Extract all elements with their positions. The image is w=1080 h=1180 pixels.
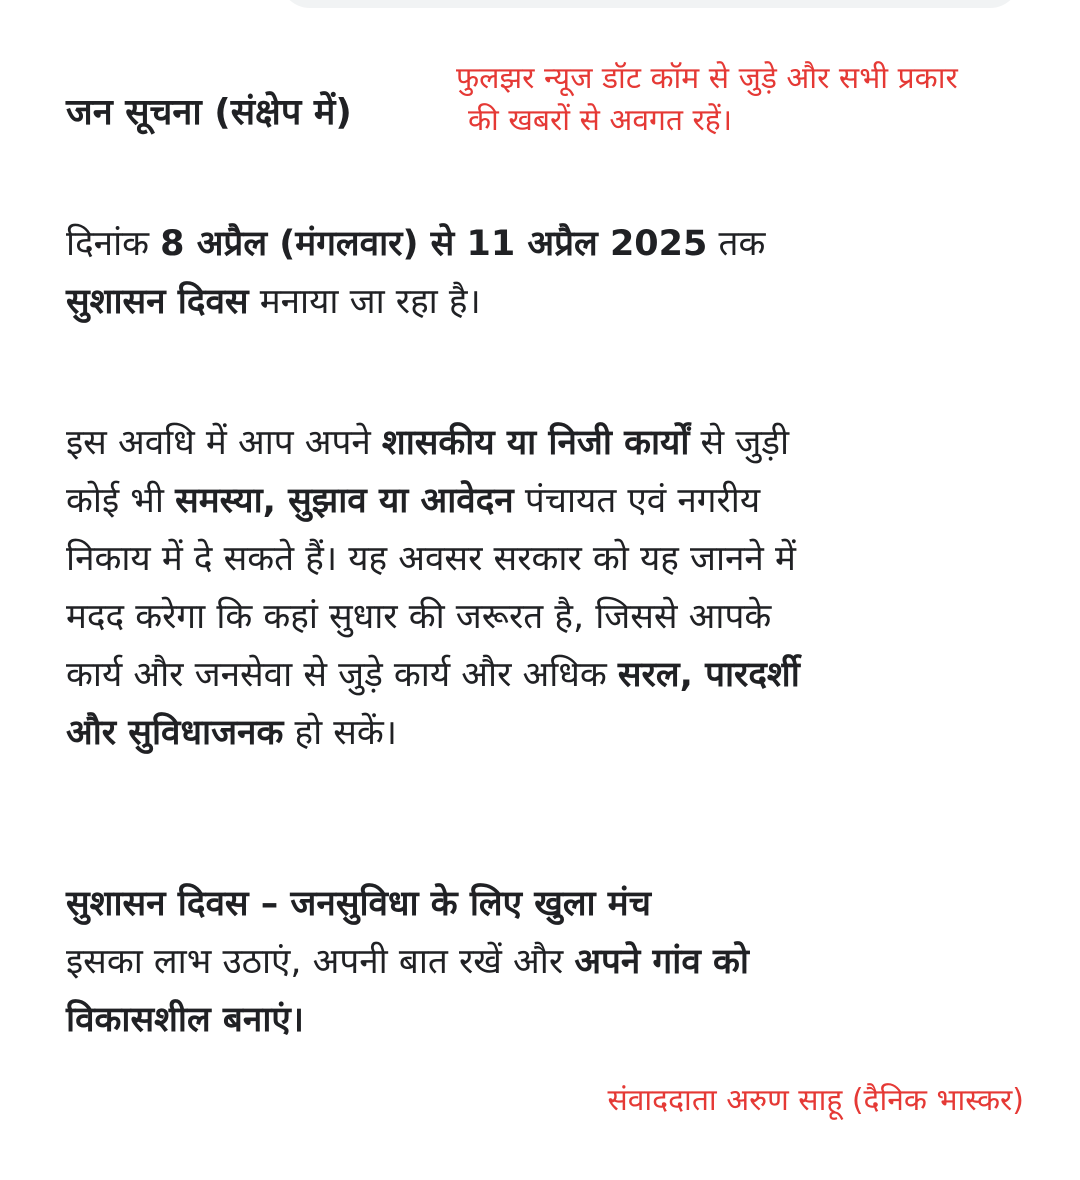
info-line-6 <box>66 704 1026 762</box>
info-line-5 <box>66 646 1026 704</box>
closing-bold-2: विकासशील बनाएं। <box>66 1000 305 1040</box>
event-suffix: मनाया जा रहा है। <box>248 282 481 322</box>
info-paragraph <box>66 414 1026 762</box>
closing-heading <box>66 875 1026 933</box>
date-range: 8 अप्रैल (मंगलवार) से 11 अप्रैल 2025 <box>160 224 708 264</box>
closing-bold-1: अपने गांव को <box>574 942 749 982</box>
info-line-1 <box>66 414 1026 472</box>
info-text-5a: कार्य और जनसेवा से जुड़े कार्य और अधिक <box>66 655 618 695</box>
closing-line-2 <box>66 991 1026 1049</box>
info-line-2 <box>66 472 1026 530</box>
info-text-6b: हो सकें। <box>283 713 398 753</box>
closing-heading-text: सुशासन दिवस – जनसुविधा के लिए खुला मंच <box>66 884 651 924</box>
info-bold-2: समस्या, सुझाव या आवेदन <box>175 481 514 521</box>
watermark-line-1: फुलझर न्यूज डॉट कॉम से जुड़े और सभी प्रकार <box>456 61 958 96</box>
closing-line-1 <box>66 933 1026 991</box>
event-name: सुशासन दिवस <box>66 282 249 322</box>
page-title: जन सूचना (संक्षेप में) <box>66 92 352 133</box>
closing-paragraph <box>66 875 1026 1049</box>
info-bold-5: सरल, पारदर्शी <box>617 655 800 695</box>
info-text-2c: पंचायत एवं नगरीय <box>513 481 761 521</box>
watermark-note <box>456 58 1066 142</box>
top-scroll-strip <box>280 0 1020 8</box>
event-line <box>66 273 1026 331</box>
info-line-4: मदद करेगा कि कहां सुधार की जरूरत है, जिससे आपके <box>66 597 772 637</box>
closing-text-1a: इसका लाभ उठाएं, अपनी बात रखें और <box>66 942 575 982</box>
date-paragraph <box>66 215 1026 331</box>
info-bold-1: शासकीय या निजी कार्यों <box>381 423 690 463</box>
info-text-1c: से जुड़ी <box>689 423 790 463</box>
info-text-1a: इस अवधि में आप अपने <box>66 423 382 463</box>
date-line <box>66 215 1026 273</box>
date-suffix: तक <box>707 224 766 264</box>
info-text-2a: कोई भी <box>66 481 176 521</box>
info-line-3: निकाय में दे सकते हैं। यह अवसर सरकार को यह जानने में <box>66 539 796 579</box>
date-prefix: दिनांक <box>66 224 161 264</box>
watermark-line-2: की खबरों से अवगत रहें। <box>468 103 733 138</box>
correspondent-credit: संवाददाता अरुण साहू (दैनिक भास्कर) <box>607 1083 1024 1118</box>
info-bold-6: और सुविधाजनक <box>66 713 284 753</box>
